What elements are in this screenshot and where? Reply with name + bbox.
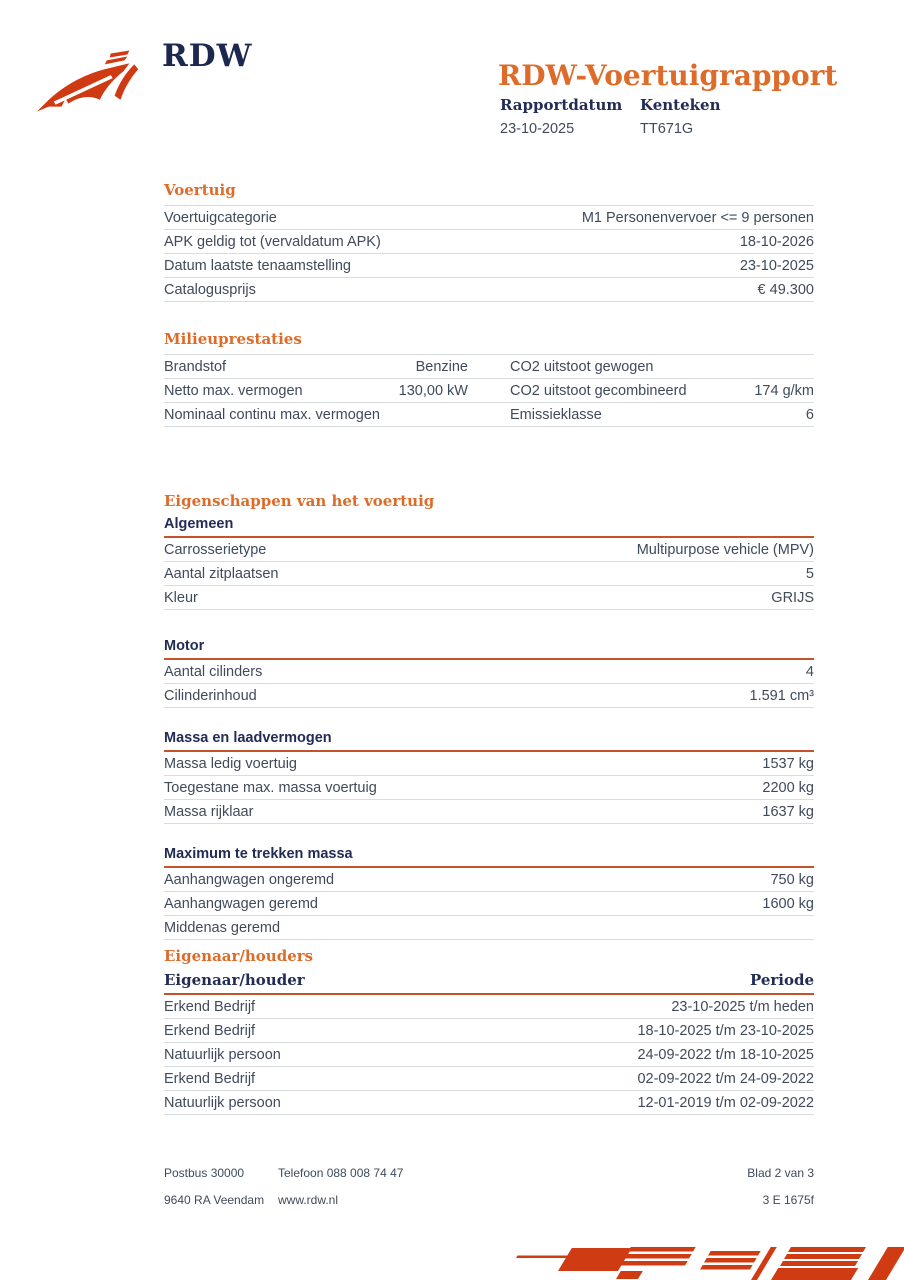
- row-label: Massa rijklaar: [164, 804, 254, 820]
- section-eigenschappen-title: Eigenschappen van het voertuig: [164, 492, 435, 510]
- row-label: Kleur: [164, 590, 198, 606]
- row-value: Multipurpose vehicle (MPV): [636, 542, 814, 558]
- table-row: [164, 355, 814, 379]
- footer-page-number: Blad 2 van 3: [747, 1166, 814, 1180]
- subsection-motor: [164, 638, 814, 708]
- row-value: 6: [805, 407, 814, 423]
- owners-rows: [164, 995, 814, 1115]
- row-label: Aantal cilinders: [164, 664, 263, 680]
- license-plate-value: TT671G: [640, 121, 694, 137]
- owner-period: 23-10-2025 t/m heden: [671, 999, 814, 1015]
- footer-phone: Telefoon 088 008 74 47: [278, 1166, 404, 1180]
- table-row: [164, 684, 814, 708]
- row-pair-left: [164, 407, 468, 423]
- subsection-trekken-title: Maximum te trekken massa: [164, 846, 814, 868]
- massa-rows: [164, 752, 814, 824]
- table-row: [164, 916, 814, 940]
- row-label: Aanhangwagen ongeremd: [164, 872, 335, 888]
- row-label: Massa ledig voertuig: [164, 756, 297, 772]
- section-eigenaar: [164, 947, 814, 1115]
- row-label: Toegestane max. massa voertuig: [164, 780, 377, 796]
- footer-doc-code: 3 E 1675f: [762, 1193, 814, 1207]
- table-row: [164, 278, 814, 302]
- owner-period: 12-01-2019 t/m 02-09-2022: [637, 1095, 814, 1111]
- row-label: CO2 uitstoot gecombineerd: [510, 383, 687, 399]
- footer-line-2: [164, 1193, 814, 1207]
- trekken-rows: [164, 868, 814, 940]
- report-date-value: 23-10-2025: [500, 121, 575, 137]
- table-row: [164, 562, 814, 586]
- owner-period: 02-09-2022 t/m 24-09-2022: [637, 1071, 814, 1087]
- table-row: [164, 752, 814, 776]
- row-value: Benzine: [415, 359, 468, 375]
- footer-website: www.rdw.nl: [278, 1193, 339, 1207]
- row-value: 174 g/km: [754, 383, 814, 399]
- row-value: GRIJS: [771, 590, 814, 606]
- section-eigenaar-title: Eigenaar/houders: [164, 947, 314, 965]
- table-row: [164, 1091, 814, 1115]
- report-date-label: Rapportdatum: [500, 96, 623, 114]
- table-row: [164, 230, 814, 254]
- row-value: 4: [805, 664, 814, 680]
- table-row: [164, 379, 814, 403]
- voertuig-rows: [164, 205, 814, 302]
- row-value: 1637 kg: [762, 804, 814, 820]
- footer-city: 9640 RA Veendam: [164, 1193, 265, 1207]
- table-row: [164, 776, 814, 800]
- table-row: [164, 868, 814, 892]
- table-row: [164, 1067, 814, 1091]
- row-label: CO2 uitstoot gewogen: [510, 359, 654, 375]
- page-title: RDW-Voertuigrapport: [498, 58, 838, 92]
- subsection-algemeen-title: Algemeen: [164, 516, 814, 538]
- row-label: Aantal zitplaatsen: [164, 566, 279, 582]
- owner-type: Natuurlijk persoon: [164, 1047, 281, 1063]
- row-label: Middenas geremd: [164, 920, 281, 936]
- rdw-logo-icon: [36, 50, 152, 116]
- footer-postbus: Postbus 30000: [164, 1166, 245, 1180]
- rdw-wordmark: RDW: [162, 38, 253, 74]
- table-row: [164, 206, 814, 230]
- table-row: [164, 995, 814, 1019]
- subsection-trekken: [164, 846, 814, 940]
- row-label: Carrosserietype: [164, 542, 267, 558]
- section-voertuig-title: Voertuig: [164, 181, 236, 199]
- section-voertuig: [164, 181, 814, 302]
- row-value: 1.591 cm³: [749, 688, 814, 704]
- row-value: 130,00 kW: [398, 383, 468, 399]
- section-milieuprestaties-title: Milieuprestaties: [164, 330, 302, 348]
- owner-type: Erkend Bedrijf: [164, 1023, 256, 1039]
- row-pair-left: [164, 359, 468, 375]
- owners-table-header: [164, 971, 814, 995]
- section-eigenschappen: [164, 492, 814, 940]
- table-row: [164, 403, 814, 427]
- subsection-motor-title: Motor: [164, 638, 814, 660]
- row-label: Netto max. vermogen: [164, 383, 303, 399]
- row-value: 18-10-2026: [739, 234, 814, 250]
- report-meta: [500, 96, 780, 137]
- table-row: [164, 892, 814, 916]
- subsection-massa: [164, 730, 814, 824]
- owners-col-owner: Eigenaar/houder: [164, 971, 305, 989]
- row-pair-right: [510, 383, 814, 399]
- owners-col-period: Periode: [749, 971, 814, 989]
- license-plate-label: Kenteken: [640, 96, 721, 114]
- row-label: Emissieklasse: [510, 407, 602, 423]
- table-row: [164, 538, 814, 562]
- row-pair-left: [164, 383, 468, 399]
- row-label: Voertuigcategorie: [164, 210, 277, 226]
- row-pair-right: [510, 407, 814, 423]
- owner-type: Erkend Bedrijf: [164, 1071, 256, 1087]
- owner-period: 18-10-2025 t/m 23-10-2025: [637, 1023, 814, 1039]
- row-value: 5: [805, 566, 814, 582]
- motor-rows: [164, 660, 814, 708]
- row-value: 2200 kg: [762, 780, 814, 796]
- table-row: [164, 1043, 814, 1067]
- row-label: Nominaal continu max. vermogen: [164, 407, 380, 423]
- row-value: M1 Personenvervoer <= 9 personen: [581, 210, 814, 226]
- row-label: Datum laatste tenaamstelling: [164, 258, 351, 274]
- license-plate-block: [640, 96, 780, 137]
- owner-period: 24-09-2022 t/m 18-10-2025: [637, 1047, 814, 1063]
- section-milieuprestaties: [164, 330, 814, 427]
- row-label: APK geldig tot (vervaldatum APK): [164, 234, 381, 250]
- table-row: [164, 254, 814, 278]
- row-label: Brandstof: [164, 359, 227, 375]
- footer-line-1: [164, 1166, 814, 1180]
- row-pair-right: [510, 359, 814, 375]
- subsection-algemeen: [164, 516, 814, 610]
- row-value: 750 kg: [770, 872, 814, 888]
- table-row: [164, 800, 814, 824]
- table-row: [164, 660, 814, 684]
- row-label: Cilinderinhoud: [164, 688, 257, 704]
- row-value: 1600 kg: [762, 896, 814, 912]
- page-footer: [164, 1166, 814, 1220]
- row-label: Aanhangwagen geremd: [164, 896, 318, 912]
- algemeen-rows: [164, 538, 814, 610]
- table-row: [164, 1019, 814, 1043]
- table-row: [164, 586, 814, 610]
- row-value: € 49.300: [757, 282, 814, 298]
- report-date-block: [500, 96, 640, 137]
- row-label: Catalogusprijs: [164, 282, 256, 298]
- rdw-stripes-decoration-icon: [516, 1238, 904, 1280]
- owner-type: Erkend Bedrijf: [164, 999, 256, 1015]
- milieuprestaties-rows: [164, 354, 814, 427]
- row-value: 1537 kg: [762, 756, 814, 772]
- subsection-massa-title: Massa en laadvermogen: [164, 730, 814, 752]
- owner-type: Natuurlijk persoon: [164, 1095, 281, 1111]
- row-value: 23-10-2025: [739, 258, 814, 274]
